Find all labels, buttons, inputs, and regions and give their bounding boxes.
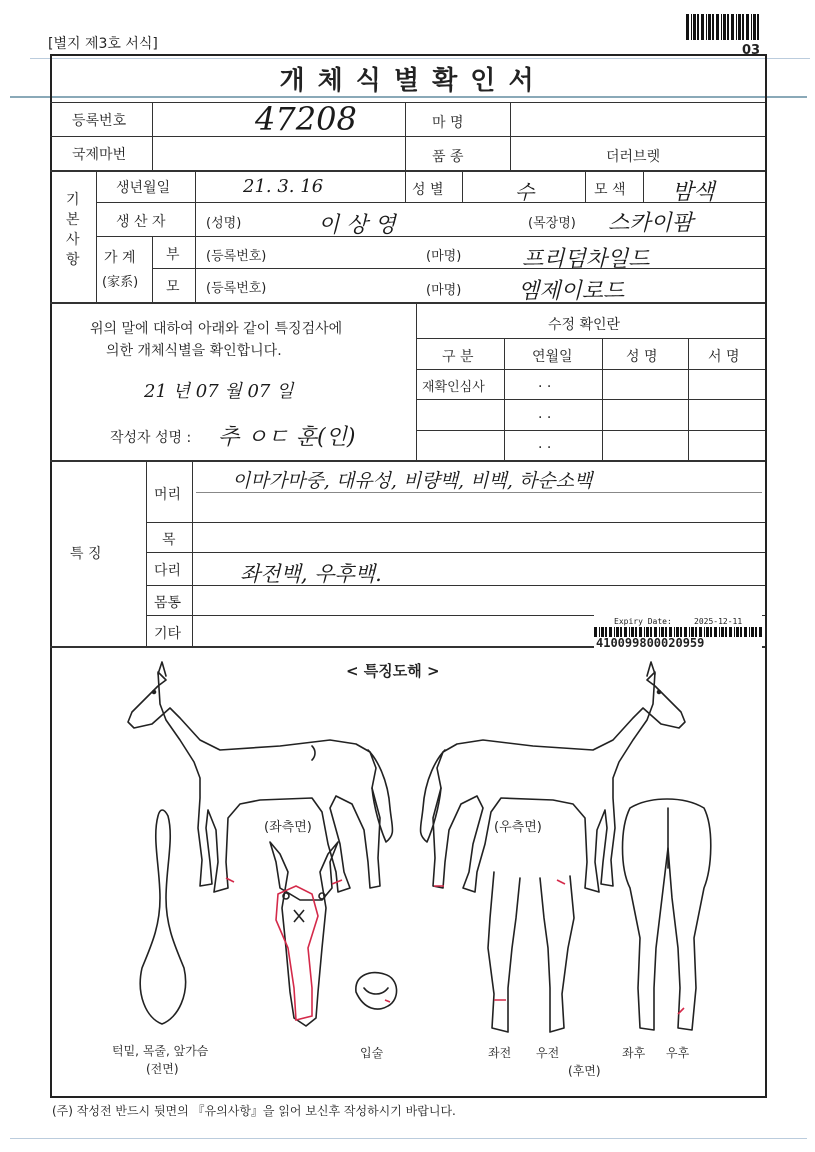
color-value: 밤색 — [672, 180, 715, 205]
front-left-caption: 좌전 — [488, 1046, 512, 1060]
features-section-label: 특 징 — [70, 546, 102, 562]
neck-label: 목 — [162, 532, 176, 548]
basic-section-label: 기본사항 — [66, 192, 80, 268]
revision-date-2: . . — [538, 406, 552, 422]
revision-date-3: . . — [538, 436, 552, 452]
other-label: 기타 — [154, 626, 182, 642]
left-side-horse — [128, 662, 393, 892]
revision-col-date: 연월일 — [532, 349, 573, 365]
leg-label: 다리 — [154, 563, 182, 579]
front-view-caption: (전면) — [146, 1062, 179, 1076]
page-number: 03 — [742, 43, 761, 58]
revision-date-1: . . — [538, 375, 552, 391]
leg-value: 좌전백, 우후백. — [240, 562, 382, 586]
horse-name-label: 마 명 — [432, 115, 464, 131]
body-label: 몸통 — [154, 595, 182, 611]
chip-number: 410099800020959 — [596, 636, 705, 650]
confirm-statement-2: 의한 개체식별을 확인합니다. — [106, 343, 282, 359]
dam-name-value: 엠제이로드 — [518, 279, 625, 304]
head-value: 이마가마중, 대유성, 비량백, 비백, 하순소백 — [232, 470, 593, 492]
farm-value: 스카이팜 — [608, 211, 694, 236]
microchip-sticker — [594, 615, 762, 651]
right-side-horse — [421, 662, 686, 892]
dam-name-label: (마명) — [426, 283, 462, 298]
front-right-caption: 우전 — [536, 1046, 560, 1060]
revision-row-label: 재확인심사 — [422, 380, 485, 395]
lips-caption: 입술 — [360, 1046, 384, 1060]
revision-col-category: 구 분 — [442, 349, 474, 365]
reg-no-label: 등록번호 — [72, 113, 127, 129]
pedigree-label-hanja: (家系) — [102, 275, 139, 290]
sire-reg-label: (등록번호) — [206, 249, 267, 264]
front-legs-view — [488, 872, 574, 1032]
left-side-caption: (좌측면) — [264, 820, 312, 835]
horse-diagram — [50, 648, 763, 1092]
intl-no-label: 국제마번 — [72, 147, 127, 163]
revision-col-sign: 서 명 — [708, 349, 740, 365]
sex-label: 성 별 — [412, 182, 444, 198]
hind-left-caption: 좌후 — [622, 1046, 646, 1060]
top-barcode — [686, 14, 762, 40]
producer-name-value: 이 상 영 — [318, 213, 396, 238]
form-number: [별지 제3호 서식] — [48, 36, 158, 52]
revision-title: 수정 확인란 — [548, 317, 621, 333]
expiry-value: 2025-12-11 — [694, 617, 743, 626]
writer-label: 작성자 성명 : — [110, 430, 192, 446]
hind-legs-view — [623, 799, 711, 1030]
breed-label: 품 종 — [432, 149, 464, 165]
producer-name-label: (성명) — [206, 216, 242, 231]
confirm-date: 21 년 07 월 07 일 — [144, 381, 294, 402]
front-neck-view — [140, 810, 185, 1024]
revision-col-name: 성 명 — [626, 349, 658, 365]
pedigree-label: 가 계 — [104, 250, 136, 266]
diagram-title: < 특징도해 > — [346, 662, 440, 680]
writer-value: 추 ㅇㄷ 훈(인) — [218, 425, 356, 450]
reg-no-value: 47208 — [255, 100, 357, 138]
sire-name-value: 프리덤차일드 — [522, 247, 650, 272]
footnote: (주) 작성전 반드시 뒷면의 『유의사항』을 읽어 보신후 작성하시기 바랍니다. — [52, 1104, 456, 1118]
farm-label: (목장명) — [528, 216, 576, 231]
head-label: 머리 — [154, 487, 182, 503]
head-front-view — [270, 842, 338, 1026]
breed-value: 더러브렛 — [606, 149, 661, 165]
right-side-caption: (우측면) — [494, 820, 542, 835]
color-label: 모 색 — [594, 182, 626, 198]
confirm-statement-1: 위의 말에 대하여 아래와 같이 특징검사에 — [90, 321, 343, 337]
expiry-label: Expiry Date: — [614, 617, 672, 626]
sire-name-label: (마명) — [426, 249, 462, 264]
birth-label: 생년월일 — [116, 180, 171, 196]
rear-caption: (후면) — [568, 1064, 601, 1078]
dam-reg-label: (등록번호) — [206, 281, 267, 296]
front-caption: 턱밑, 목줄, 앞가슴 — [112, 1044, 209, 1058]
sire-label: 부 — [166, 247, 180, 263]
producer-label: 생 산 자 — [116, 214, 166, 230]
lips-view — [356, 973, 397, 1009]
page-title: 개 체 식 별 확 인 서 — [279, 66, 536, 96]
sex-value: 수 — [515, 180, 535, 204]
birth-value: 21. 3. 16 — [243, 176, 324, 197]
hind-right-caption: 우후 — [666, 1046, 690, 1060]
dam-label: 모 — [166, 279, 180, 295]
